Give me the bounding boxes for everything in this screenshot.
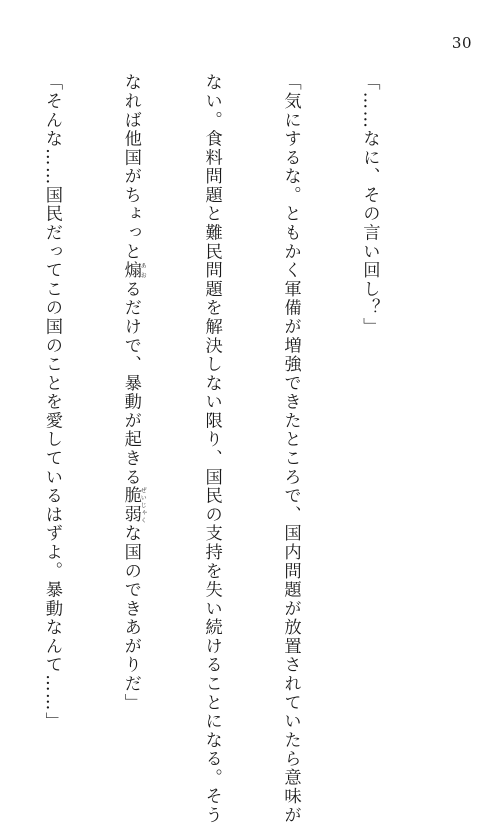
text-line-with-ruby <box>117 73 147 712</box>
ruby-reading: あお <box>139 260 147 280</box>
ruby-annotation <box>120 260 147 280</box>
text-line: 「気にするな。ともかく軍備が増強できたところで、国内問題が放置されていたら意味が <box>280 73 301 825</box>
page-number: 30 <box>451 34 472 52</box>
ruby-base: 脆弱 <box>120 486 141 524</box>
body-text <box>0 73 435 825</box>
ruby-annotation <box>120 486 147 524</box>
text-line: 「……なに、その言い回し？」 <box>359 73 380 337</box>
text-line: ない。食料問題と難民問題を解決しない限り、国民の支持を失い続けることになる。そう <box>201 73 222 825</box>
text-segment: な国のできあがりだ」 <box>120 524 141 712</box>
text-segment: なれば他国がちょっと <box>120 73 141 261</box>
text-line: 「そんな……国民だってこの国のことを愛しているはずよ。暴動なんて……」 <box>41 73 62 731</box>
text-segment: るだけで、暴動が起きる <box>120 279 141 487</box>
ruby-base: 煽 <box>120 260 141 280</box>
ruby-reading: ぜいじゃく <box>139 486 147 524</box>
